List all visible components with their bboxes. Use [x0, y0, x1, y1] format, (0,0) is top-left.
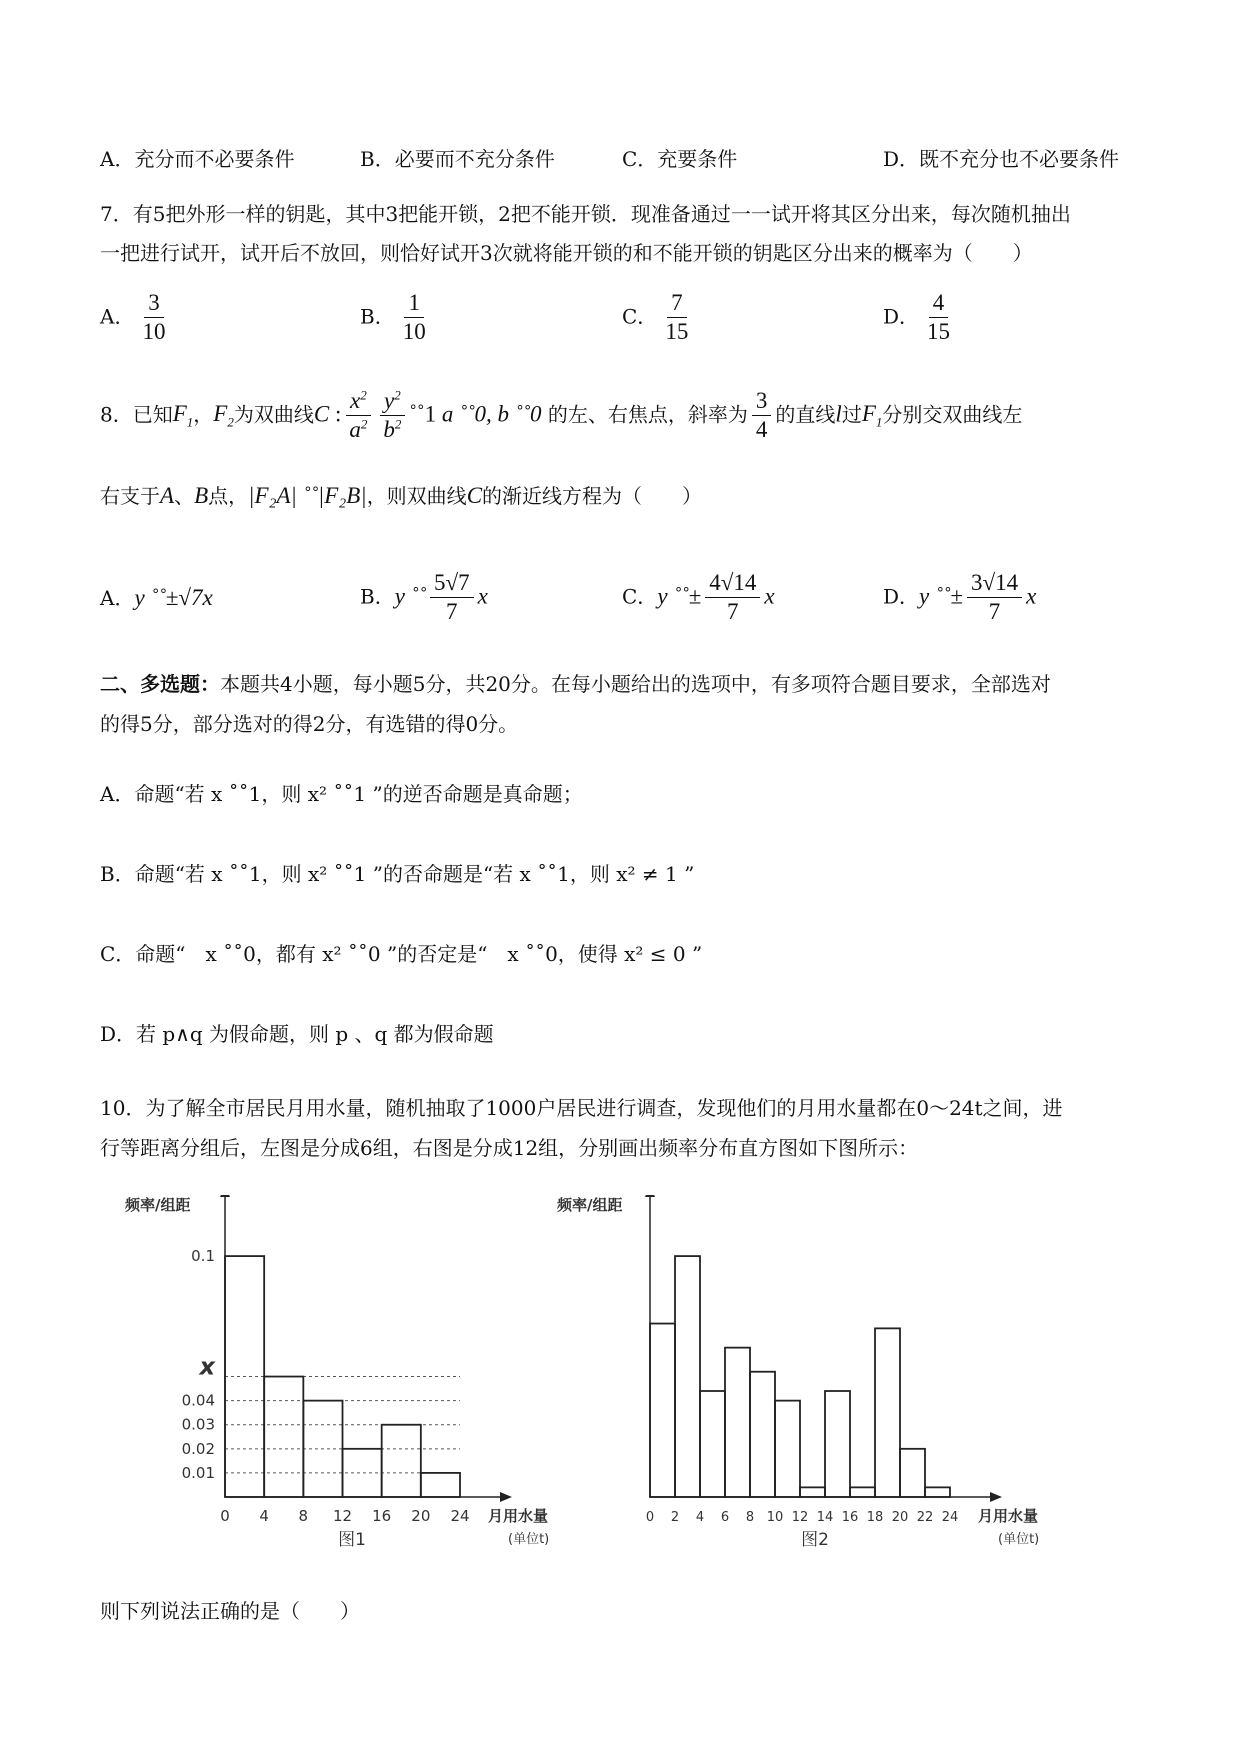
x-tick-label: 16 — [841, 1510, 859, 1525]
histogram-bar — [700, 1391, 725, 1497]
histogram-bar — [800, 1487, 825, 1497]
histogram-bar — [650, 1324, 675, 1497]
section2-line2: 的得5分，部分选对的得2分，有选错的得0分。 — [100, 712, 519, 736]
q7-option-d: D． $\frac{4}{15}$ — [883, 290, 958, 346]
q7-stem-line2: 一把进行试开，试开后不放回，则恰好试开3次就将能开锁的和不能开锁的钥匙区分出来的概率为（ ） — [100, 241, 1033, 265]
x-tick-label: 20 — [891, 1510, 909, 1525]
histogram-bar — [825, 1391, 850, 1497]
q8-equals-one: ˚˚1 — [409, 401, 437, 427]
x-tick-label: 4 — [259, 1507, 269, 1525]
q8-f1: $F_1$ — [172, 401, 194, 431]
x-tick-label: 2 — [670, 1510, 680, 1525]
histogram-bar — [850, 1487, 875, 1497]
q6-option-a: A．充分而不必要条件 — [100, 147, 295, 171]
x-tick-label: 16 — [372, 1507, 392, 1525]
y-tick-label: 0.1 — [191, 1247, 215, 1266]
x-tick-label: 12 — [791, 1510, 809, 1525]
x-tick-label: 8 — [745, 1510, 755, 1525]
y-tick-label: 0.03 — [181, 1415, 215, 1434]
histogram-figure-1 — [120, 1195, 580, 1565]
q7-option-d-fraction: $\frac{4}{15}$ — [927, 290, 951, 345]
q8-slope-fraction: $\frac{3}{4}$ — [752, 388, 772, 444]
x-tick-label: 20 — [411, 1507, 431, 1525]
q8-stem-line2: 右支于A、B点，|F₂A| ˚˚|F₂B|，则双曲线C的渐近线方程为（ ） — [100, 483, 703, 508]
figure-caption: 图2 — [801, 1530, 829, 1550]
x-tick-label: 8 — [298, 1507, 309, 1525]
q9-option-a: A．命题“若 x ˚˚1，则 x² ˚˚1 ”的逆否命题是真命题； — [100, 782, 583, 806]
y-tick-label: 0.04 — [181, 1391, 215, 1410]
histogram-bar — [303, 1401, 342, 1497]
histogram-bar — [225, 1256, 264, 1497]
q7-option-a-fraction: $\frac{3}{10}$ — [142, 290, 166, 345]
y-tick-label: x — [199, 1352, 215, 1381]
histogram-bar — [725, 1348, 750, 1497]
histogram-bar — [900, 1449, 925, 1497]
q10-stem-line2: 行等距离分组后，左图是分成6组，右图是分成12组，分别画出频率分布直方图如下图所示： — [100, 1136, 919, 1160]
y-axis-label: 频率/组距 — [557, 1196, 623, 1214]
q10-stem-line1: 10．为了解全市居民月用水量，随机抽取了1000户居民进行调查，发现他们的月用水量都在0～24t之间，进 — [100, 1096, 1063, 1120]
histogram-bar — [925, 1487, 950, 1497]
x-tick-label: 14 — [816, 1510, 834, 1525]
section2-line1: 二、多选题：本题共4小题，每小题5分，共20分。在每小题给出的选项中，有多项符合题目要求，全部选对 — [100, 672, 1051, 696]
x-axis-label: 月用水量 — [488, 1507, 549, 1525]
q9-option-c: C．命题“ x ˚˚0，都有 x² ˚˚0 ”的否定是“ x ˚˚0，使得 x² ≤ 0 ” — [100, 942, 703, 966]
q8-f2: $F_2$ — [213, 401, 234, 431]
histogram-bar — [875, 1328, 900, 1497]
x-tick-label: 0 — [220, 1507, 230, 1525]
histogram-figure-2 — [545, 1195, 1065, 1565]
q9-option-d: D．若 p∧q 为假命题，则 p 、q 都为假命题 — [100, 1022, 494, 1046]
q8-stem-line1: 8．已知$F_1$，$F_2$为双曲线C : $\frac{x^2}{a^2}$ $\frac{y^2}{b^2}$ ˚˚1 a ˚˚0, b ˚˚0 的左、右焦点，斜率为 $\frac{3}{4}$ 的直线l过$F_1$分别交双曲线左 — [100, 387, 1023, 443]
x-axis-unit: (单位t) — [508, 1532, 550, 1547]
histogram-bar — [675, 1256, 700, 1497]
q8-option-c: C．y ˚˚± $\frac{4√14}{7}$ x — [622, 570, 775, 625]
q7-stem-line1: 7．有5把外形一样的钥匙，其中3把能开锁，2把不能开锁．现准备通过一一试开将其区分出来，每次随机抽出 — [100, 202, 1071, 226]
q7-option-c: C． $\frac{7}{15}$ — [622, 290, 696, 346]
y-tick-label: 0.01 — [181, 1463, 215, 1482]
histogram-bar — [343, 1449, 382, 1497]
y-axis-arrow — [220, 1195, 230, 1197]
q7-option-a: A． $\frac{3}{10}$ — [100, 290, 173, 346]
x-tick-label: 22 — [916, 1510, 934, 1525]
q8-condition: a ˚˚0, b ˚˚0 — [436, 401, 542, 427]
figure-caption: 图1 — [338, 1530, 366, 1550]
histogram-bar — [382, 1425, 421, 1497]
q8-option-a: A．y ˚˚±√7x — [100, 585, 213, 610]
q8-curve-c: C — [313, 401, 330, 427]
q7-option-b: B． $\frac{1}{10}$ — [360, 290, 434, 346]
x-axis-arrow — [500, 1492, 512, 1502]
x-tick-label: 24 — [941, 1510, 959, 1525]
q8-abs-expression: |F₂A| ˚˚|F₂B| — [248, 483, 367, 508]
q9-option-b: B．命题“若 x ˚˚1，则 x² ˚˚1 ”的否命题是“若 x ˚˚1，则 x² ≠ 1 ” — [100, 862, 695, 886]
x-tick-label: 6 — [720, 1510, 730, 1525]
q8-option-d: D．y ˚˚± $\frac{3√14}{7}$ x — [883, 570, 1037, 625]
x-tick-label: 18 — [866, 1510, 884, 1525]
x-tick-label: 24 — [450, 1507, 470, 1525]
x-axis-unit: (单位t) — [998, 1532, 1040, 1547]
histogram-bar — [775, 1401, 800, 1497]
q6-option-b: B．必要而不充分条件 — [360, 147, 555, 171]
x-tick-label: 12 — [332, 1507, 353, 1525]
q7-option-c-fraction: $\frac{7}{15}$ — [665, 290, 689, 345]
histogram-bar — [750, 1372, 775, 1497]
x-tick-label: 0 — [645, 1510, 655, 1525]
x-tick-label: 4 — [695, 1510, 705, 1525]
q8-frac-x-over-a: $\frac{x^2}{a^2}$ — [345, 388, 371, 444]
q6-option-d: D．既不充分也不必要条件 — [883, 147, 1120, 171]
q8-frac-y-over-b: $\frac{y^2}{b^2}$ — [379, 388, 405, 444]
section2-heading: 二、多选题： — [100, 672, 220, 696]
q10-footer: 则下列说法正确的是（ ） — [100, 1599, 360, 1623]
q8-f1-again: $F_1$ — [861, 401, 883, 431]
y-axis-label: 频率/组距 — [125, 1196, 191, 1214]
histogram-bar — [421, 1473, 460, 1497]
x-tick-label: 10 — [766, 1510, 784, 1525]
y-tick-label: 0.02 — [181, 1439, 215, 1458]
x-axis-label: 月用水量 — [978, 1507, 1039, 1525]
x-axis-arrow — [990, 1492, 1002, 1502]
q6-option-c: C．充要条件 — [622, 147, 738, 171]
q7-option-b-fraction: $\frac{1}{10}$ — [402, 290, 426, 345]
q8-option-b: B．y ˚˚ $\frac{5√7}{7}$ x — [360, 570, 488, 625]
histogram-bar — [264, 1377, 303, 1497]
y-axis-arrow — [645, 1195, 655, 1197]
